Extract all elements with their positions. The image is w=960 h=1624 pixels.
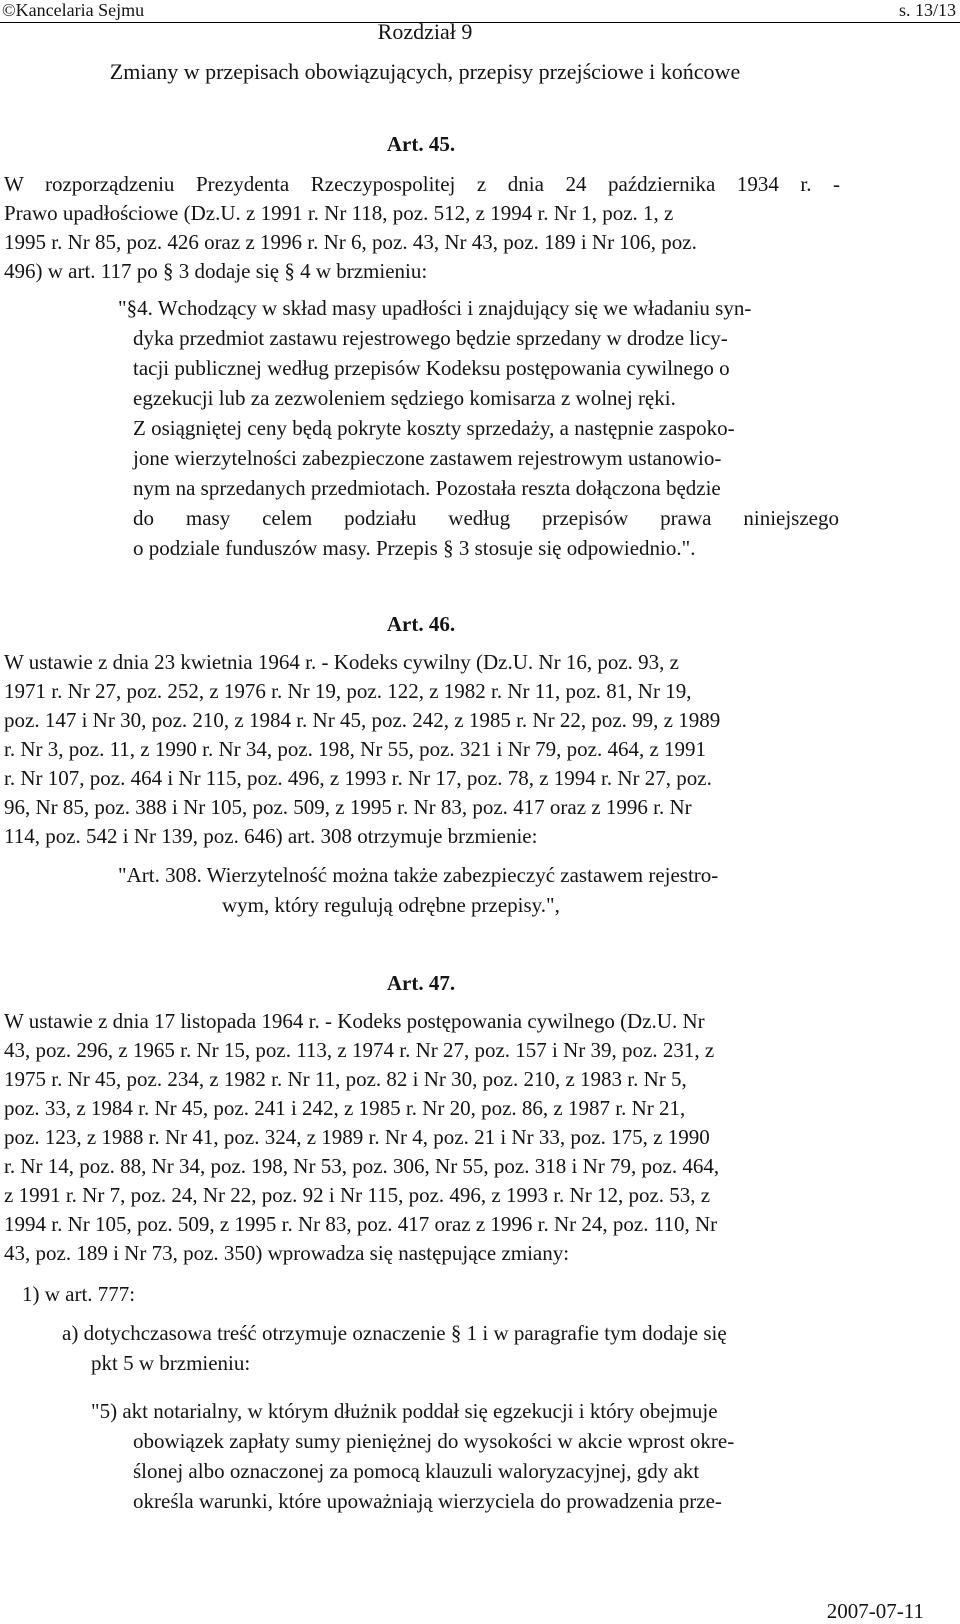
article-46-intro-line: 1971 r. Nr 27, poz. 252, z 1976 r. Nr 19, poz. 122, z 1982 r. Nr 11, poz. 81, Nr 19, bbox=[4, 679, 692, 703]
list-item-5-line: określa warunki, które upoważniają wierzyciela do prowadzenia prze- bbox=[133, 1489, 722, 1513]
article-47-intro-line: 43, poz. 296, z 1965 r. Nr 15, poz. 113, z 1974 r. Nr 27, poz. 157 i Nr 39, poz. 231, z bbox=[4, 1038, 715, 1062]
article-46-heading: Art. 46. bbox=[386, 612, 456, 636]
article-45-intro-line: 496) w art. 117 po § 3 dodaje się § 4 w brzmieniu: bbox=[4, 259, 428, 283]
list-item-5-line: ślonej albo oznaczonej za pomocą klauzuli waloryzacyjnej, gdy akt bbox=[133, 1459, 700, 1483]
article-45-quote-line: "§4. Wchodzący w skład masy upadłości i znajdujący się we władaniu syn- bbox=[118, 296, 752, 320]
article-47-intro-line: z 1991 r. Nr 7, poz. 24, Nr 22, poz. 92 i Nr 115, poz. 496, z 1993 r. Nr 12, poz. 53, z bbox=[4, 1183, 711, 1207]
article-46-quote-line: wym, który regulują odrębne przepisy.", bbox=[222, 893, 560, 917]
article-47-intro-line: 1975 r. Nr 45, poz. 234, z 1982 r. Nr 11, poz. 82 i Nr 30, poz. 210, z 1983 r. Nr 5, bbox=[4, 1067, 687, 1091]
article-45-quote-line: egzekucji lub za zezwoleniem sędziego komisarza z wolnej ręki. bbox=[133, 386, 676, 410]
article-45-quote-line: dyka przedmiot zastawu rejestrowego będzie sprzedany w drodze licy- bbox=[133, 326, 728, 350]
article-45-quote-line: do masy celem podziału według przepisów prawa niniejszego bbox=[133, 506, 839, 530]
article-47-intro-line: W ustawie z dnia 17 listopada 1964 r. - Kodeks postępowania cywilnego (Dz.U. Nr bbox=[4, 1009, 705, 1033]
article-46-intro-line: r. Nr 3, poz. 11, z 1990 r. Nr 34, poz. 198, Nr 55, poz. 321 i Nr 79, poz. 464, z 1991 bbox=[4, 737, 707, 761]
article-45-intro-line: Prawo upadłościowe (Dz.U. z 1991 r. Nr 118, poz. 512, z 1994 r. Nr 1, poz. 1, z bbox=[4, 201, 674, 225]
article-46-intro-line: r. Nr 107, poz. 464 i Nr 115, poz. 496, z 1993 r. Nr 17, poz. 78, z 1994 r. Nr 27, poz. bbox=[4, 766, 712, 790]
article-45-quote-line: nym na sprzedanych przedmiotach. Pozostała reszta dołączona będzie bbox=[133, 476, 721, 500]
article-47-intro-line: poz. 33, z 1984 r. Nr 45, poz. 241 i 242, z 1985 r. Nr 20, poz. 86, z 1987 r. Nr 21, bbox=[4, 1096, 686, 1120]
article-45-intro-line: W rozporządzeniu Prezydenta Rzeczypospolitej z dnia 24 października 1934 r. - bbox=[4, 172, 840, 196]
article-47-intro-line: r. Nr 14, poz. 88, Nr 34, poz. 198, Nr 53, poz. 306, Nr 55, poz. 318 i Nr 79, poz. 464, bbox=[4, 1154, 720, 1178]
copyright-label: ©Kancelaria Sejmu bbox=[2, 0, 145, 20]
footer-date: 2007-07-11 bbox=[826, 1599, 924, 1623]
article-47-heading: Art. 47. bbox=[386, 971, 456, 995]
article-45-heading: Art. 45. bbox=[386, 132, 456, 156]
article-46-intro-line: W ustawie z dnia 23 kwietnia 1964 r. - Kodeks cywilny (Dz.U. Nr 16, poz. 93, z bbox=[4, 650, 679, 674]
list-item-a-line: a) dotychczasowa treść otrzymuje oznaczenie § 1 i w paragrafie tym dodaje się bbox=[62, 1321, 727, 1345]
chapter-subtitle: Zmiany w przepisach obowiązujących, przepisy przejściowe i końcowe bbox=[109, 59, 741, 84]
article-46-intro-line: 96, Nr 85, poz. 388 i Nr 105, poz. 509, z 1995 r. Nr 83, poz. 417 oraz z 1996 r. Nr bbox=[4, 795, 692, 819]
chapter-title: Rozdział 9 bbox=[377, 19, 473, 44]
page-number: s. 13/13 bbox=[898, 0, 956, 20]
article-45-quote-line: jone wierzytelności zabezpieczone zastawem rejestrowym ustanowio- bbox=[133, 446, 722, 470]
article-46-quote-line: "Art. 308. Wierzytelność można także zabezpieczyć zastawem rejestro- bbox=[118, 863, 719, 887]
article-45-quote-line: Z osiągniętej ceny będą pokryte koszty sprzedaży, a następnie zaspoko- bbox=[133, 416, 735, 440]
list-item-a-line: pkt 5 w brzmieniu: bbox=[91, 1351, 251, 1375]
article-46-intro-line: poz. 147 i Nr 30, poz. 210, z 1984 r. Nr 45, poz. 242, z 1985 r. Nr 22, poz. 99, z 1989 bbox=[4, 708, 721, 732]
article-46-intro-line: 114, poz. 542 i Nr 139, poz. 646) art. 308 otrzymuje brzmienie: bbox=[4, 824, 538, 848]
list-item-1: 1) w art. 777: bbox=[22, 1282, 136, 1306]
article-45-intro-line: 1995 r. Nr 85, poz. 426 oraz z 1996 r. Nr 6, poz. 43, Nr 43, poz. 189 i Nr 106, poz. bbox=[4, 230, 697, 254]
article-45-quote-line: o podziale funduszów masy. Przepis § 3 stosuje się odpowiednio.". bbox=[133, 536, 696, 560]
article-47-intro-line: 1994 r. Nr 105, poz. 509, z 1995 r. Nr 83, poz. 417 oraz z 1996 r. Nr 24, poz. 110, Nr bbox=[4, 1212, 718, 1236]
article-47-intro-line: 43, poz. 189 i Nr 73, poz. 350) wprowadza się następujące zmiany: bbox=[4, 1241, 570, 1265]
article-45-quote-line: tacji publicznej według przepisów Kodeksu postępowania cywilnego o bbox=[133, 356, 730, 380]
list-item-5-line: "5) akt notarialny, w którym dłużnik poddał się egzekucji i który obejmuje bbox=[91, 1399, 718, 1423]
article-47-intro-line: poz. 123, z 1988 r. Nr 41, poz. 324, z 1989 r. Nr 4, poz. 21 i Nr 33, poz. 175, z 1990 bbox=[4, 1125, 710, 1149]
list-item-5-line: obowiązek zapłaty sumy pieniężnej do wysokości w akcie wprost okre- bbox=[133, 1429, 735, 1453]
